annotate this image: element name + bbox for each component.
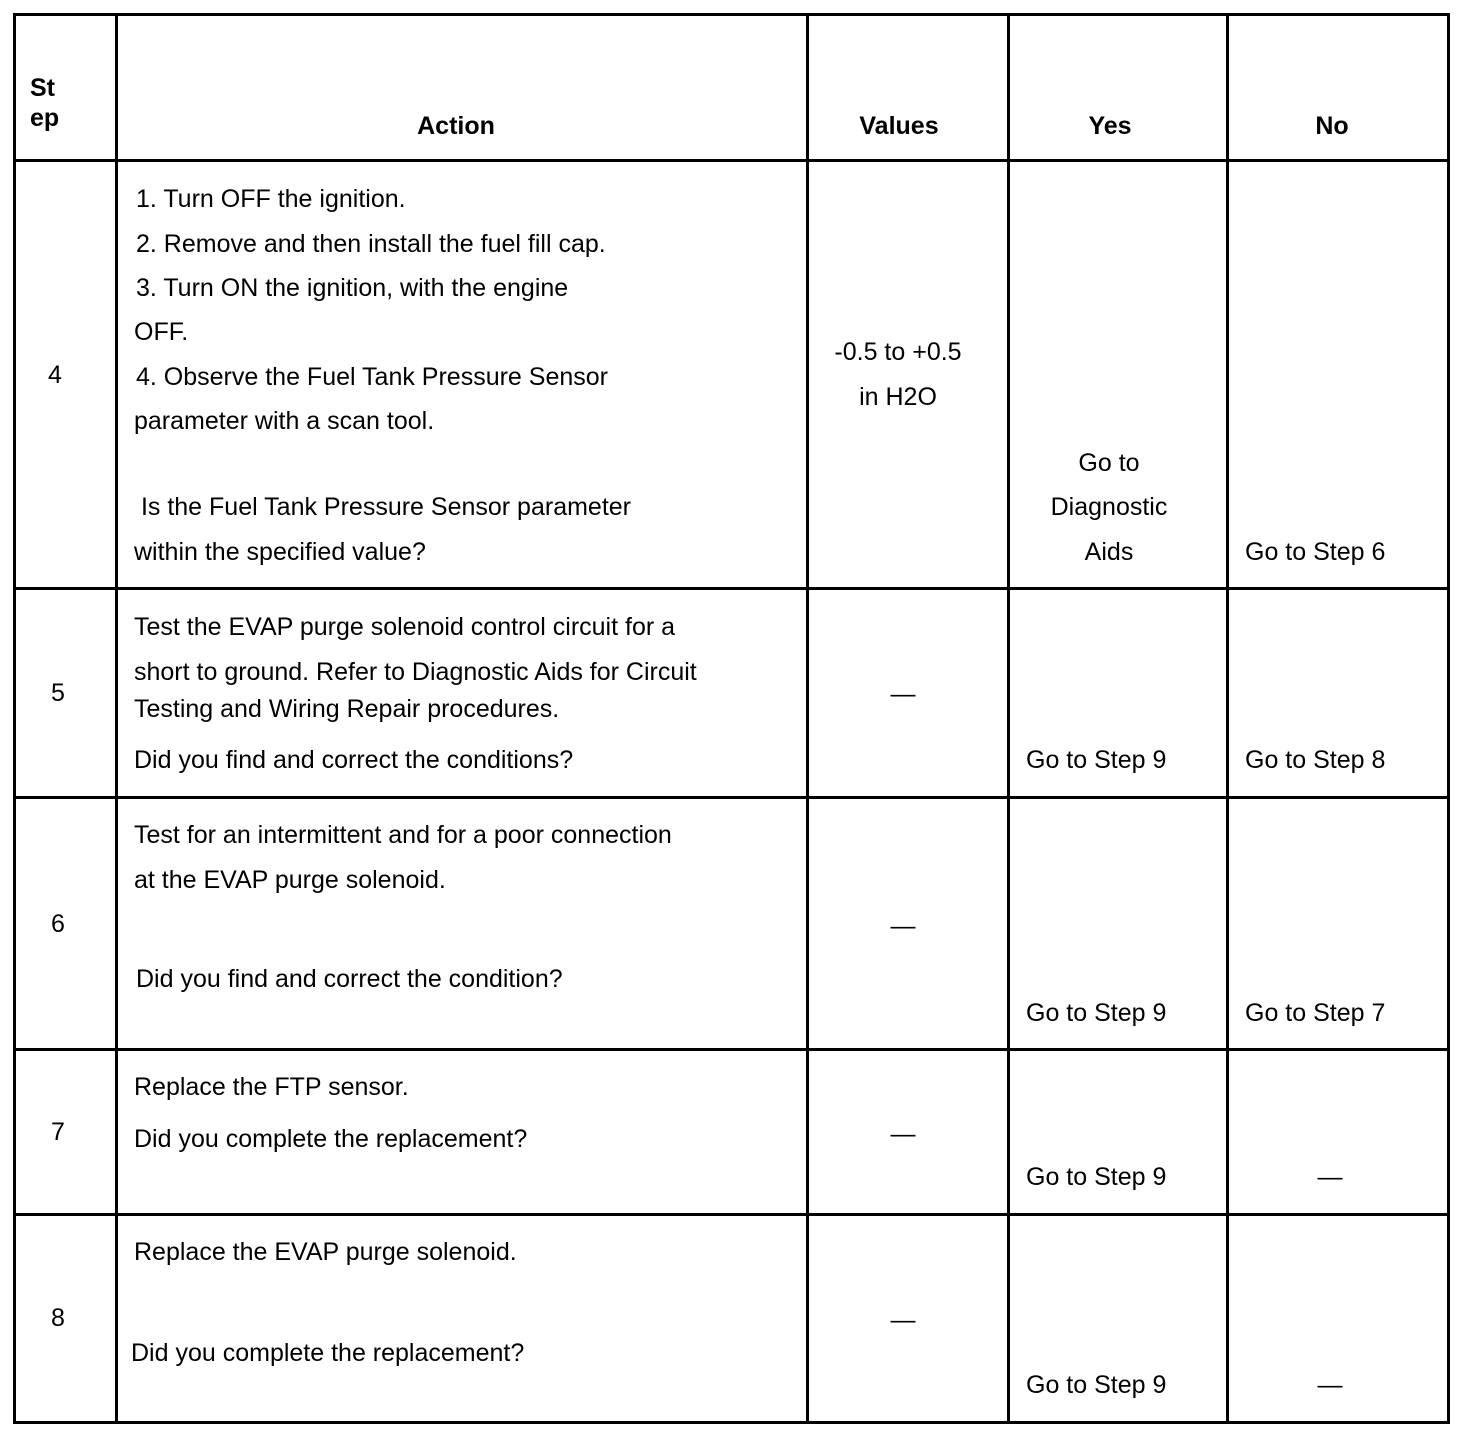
header-divider [13, 159, 1450, 162]
values-text: — [890, 1306, 916, 1334]
header-values: Values [859, 112, 939, 140]
action-text: Replace the EVAP purge solenoid. [134, 1238, 517, 1266]
action-question: Did you complete the replacement? [134, 1125, 528, 1153]
no-text: Go to Step 6 [1245, 538, 1386, 566]
action-text: 4. Observe the Fuel Tank Pressure Sensor [136, 363, 608, 391]
action-question: Did you find and correct the condition? [136, 965, 563, 993]
header-yes: Yes [1088, 112, 1132, 140]
column-divider [1226, 13, 1229, 1424]
table-border-right [1447, 13, 1450, 1424]
step-number: 4 [48, 361, 62, 389]
step-number: 5 [51, 679, 65, 707]
column-divider [1007, 13, 1010, 1424]
no-text: — [1317, 1371, 1343, 1399]
values-text: — [890, 1120, 916, 1148]
yes-text: Diagnostic [1050, 493, 1168, 521]
action-question: Did you find and correct the conditions? [134, 746, 574, 774]
column-divider [115, 13, 118, 1424]
action-text: 1. Turn OFF the ignition. [136, 185, 406, 213]
action-question: Did you complete the replacement? [131, 1339, 525, 1367]
action-text: parameter with a scan tool. [134, 407, 435, 435]
yes-text: Go to Step 9 [1026, 1163, 1167, 1191]
row-divider [13, 1048, 1450, 1051]
action-text: at the EVAP purge solenoid. [134, 866, 446, 894]
action-text: OFF. [134, 318, 189, 346]
row-divider [13, 587, 1450, 590]
header-no: No [1315, 112, 1349, 140]
action-text: 2. Remove and then install the fuel fill cap. [136, 230, 606, 258]
header-step: St ep [30, 74, 60, 132]
column-divider [806, 13, 809, 1424]
yes-text: Go to Step 9 [1026, 1371, 1167, 1399]
yes-text: Aids [1084, 538, 1134, 566]
table-border-left [13, 13, 16, 1424]
action-question: Is the Fuel Tank Pressure Sensor parameter [134, 493, 631, 521]
action-text: Test the EVAP purge solenoid control circuit for a [134, 613, 676, 641]
table-border-top [13, 13, 1450, 16]
action-question: within the specified value? [134, 538, 426, 566]
action-text: 3. Turn ON the ignition, with the engine [136, 274, 569, 302]
no-text: Go to Step 7 [1245, 999, 1386, 1027]
values-text: — [890, 912, 916, 940]
values-text: — [890, 680, 916, 708]
no-text: — [1317, 1163, 1343, 1191]
header-action: Action [417, 112, 495, 140]
table-border-bottom [13, 1421, 1450, 1424]
step-number: 8 [51, 1304, 65, 1332]
no-text: Go to Step 8 [1245, 746, 1386, 774]
yes-text: Go to Step 9 [1026, 746, 1167, 774]
step-number: 7 [51, 1118, 65, 1146]
action-text: short to ground. Refer to Diagnostic Aids for Circuit [134, 658, 697, 686]
action-text: Testing and Wiring Repair procedures. [134, 695, 560, 723]
yes-text: Go to Step 9 [1026, 999, 1167, 1027]
values-text: in H2O [859, 383, 937, 411]
yes-text: Go to [1078, 449, 1140, 477]
action-text: Replace the FTP sensor. [134, 1073, 409, 1101]
row-divider [13, 1213, 1450, 1216]
step-number: 6 [51, 910, 65, 938]
values-text: -0.5 to +0.5 [834, 338, 962, 366]
action-text: Test for an intermittent and for a poor connection [134, 821, 672, 849]
row-divider [13, 796, 1450, 799]
